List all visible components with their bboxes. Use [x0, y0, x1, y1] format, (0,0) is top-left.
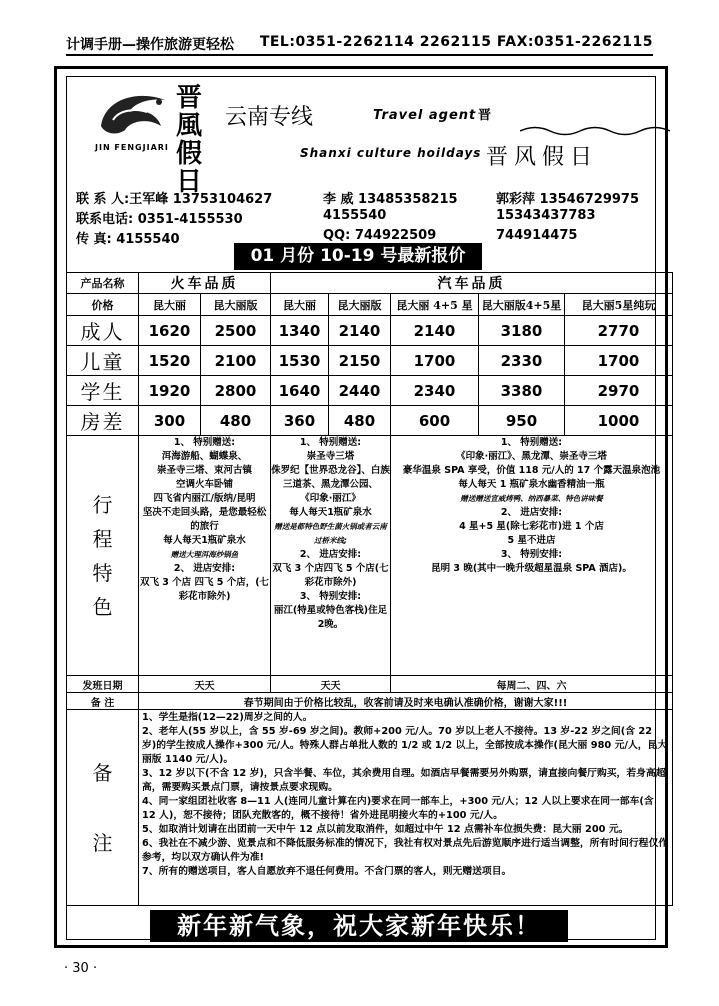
remark-item: 3、12 岁以下(不含 12 岁)，只含半餐、车位，其余费用自理。如酒店早餐需要另外购票，请直接向餐厅购买，若身高超高，需要购买景点门票，请按景点要求现购。 [142, 768, 666, 793]
itinerary-line: 3、 特别安排: [500, 549, 563, 560]
price-cell: 1920 [139, 376, 201, 406]
header-title: 计调手册—操作旅游更轻松 [66, 37, 234, 53]
price-cell: 1700 [565, 346, 673, 376]
price-cell: 1700 [391, 346, 479, 376]
itinerary-line: 坚决不走回头路，是您最轻松的旅行 [142, 507, 267, 532]
contact-phone: 4155540 [323, 208, 387, 223]
product-label: 产品名称 [67, 273, 139, 294]
column-header: 昆大丽 4+5 星 [391, 294, 479, 316]
itinerary-line: 1、 特别赠送: [500, 437, 563, 448]
itinerary-car-b [391, 436, 673, 676]
page-number: · 30 · [64, 961, 98, 976]
price-cell: 1640 [271, 376, 329, 406]
price-cell: 950 [479, 406, 565, 436]
remarks-label [67, 710, 139, 906]
remark-item: 2、老年人(55 岁以上，含 55 岁-69 岁之间)。教师+200 元/人。70 岁以上老人不接待。13 岁-22 岁之间(含 22 岁)的学生按成人操作+300 元/人。特殊人群占单批人数的 1/2 或 1/2 以上，全部按成本操作(昆大丽 980 元/人，昆大丽版 1140 元/人)。 [142, 726, 668, 765]
itinerary-line: 洱海游船、蝴蝶泉、 [161, 451, 248, 462]
column-header: 昆大丽版4+5星 [479, 294, 565, 316]
itinerary-char: 行 [92, 492, 113, 517]
price-cell: 1620 [139, 316, 201, 346]
seal-icon: 晋 [478, 108, 492, 123]
group-car: 汽车品质 [271, 273, 673, 294]
contact-person: 郭彩萍 13546729975 [496, 192, 640, 207]
itinerary-line: 1、 特别赠送: [173, 437, 236, 448]
itinerary-line: 赠送赠送宣威烤鸭、纳西暴菜、特色讲味餐 [460, 494, 603, 503]
new-year-slogan: 新年新气象，祝大家新年快乐！ [150, 910, 568, 942]
column-header: 昆大丽 [139, 294, 201, 316]
itinerary-line: 空调火车卧铺 [175, 479, 233, 490]
itinerary-line: 崇圣寺三塔 [306, 451, 355, 462]
swirl-decoration-icon [520, 124, 670, 138]
table-row [67, 376, 673, 406]
contact-person: 联 系 人:王军峰 13753104627 [76, 192, 273, 207]
itinerary-line: 双飞 3 个店 四飞 5 个店，(七彩花市除外) [139, 577, 270, 602]
itinerary-line: 每人每天1瓶矿泉水 [163, 535, 246, 546]
english-subtitle: Shanxi culture hoildays [300, 146, 482, 160]
contact-person: 李 威 13485358215 [323, 192, 458, 207]
itinerary-row [67, 436, 673, 676]
departure-cell: 每周二、四、六 [391, 676, 673, 693]
itinerary-line: 赠送大理洱海炒锅鱼 [170, 550, 239, 559]
price-cell: 1530 [271, 346, 329, 376]
itinerary-line: 每人每天1瓶矿泉水 [289, 507, 372, 518]
brand-char: 晋 [176, 83, 203, 113]
itinerary-line: 《印象·丽江》、黑龙潭、崇圣寺三塔 [456, 451, 607, 462]
itinerary-line: 四飞省内丽江/版纳/昆明 [153, 493, 256, 504]
page-header [66, 34, 653, 56]
contact-phone: 联系电话: 0351-4155530 [76, 212, 243, 227]
itinerary-line: 2、 进店安排: [299, 549, 362, 560]
remarks-char: 注 [92, 830, 113, 855]
itinerary-line: 昆明 3 晚(其中一晚升级超星温泉 SPA 酒店)。 [431, 563, 632, 574]
price-cell: 480 [201, 406, 271, 436]
itinerary-line: 《印象·丽江》 [300, 493, 361, 504]
price-label: 价格 [67, 294, 139, 316]
table-row [67, 346, 673, 376]
departure-cell: 天天 [139, 676, 271, 693]
column-header: 昆大丽版 [329, 294, 391, 316]
header-contact: TEL:0351-2262114 2262115 FAX:0351-2262115 [259, 34, 653, 50]
departure-row [67, 676, 673, 693]
price-cell: 2500 [201, 316, 271, 346]
price-cell: 300 [139, 406, 201, 436]
price-cell: 2800 [201, 376, 271, 406]
itinerary-line: 豪华温泉 SPA 享受，价值 118 元/人的 17 个露天温泉泡池 [402, 465, 661, 476]
remark-item: 6、我社在不减少游、览景点和不降低服务标准的情况下，我社有权对景点先后游览顺序进行适当调整，所有时间行程仅作参考，均以双方确认件为准! [142, 838, 669, 863]
itinerary-label [67, 436, 139, 676]
price-cell: 360 [271, 406, 329, 436]
row-label: 成人 [67, 316, 139, 346]
price-cell: 2140 [329, 316, 391, 346]
itinerary-line: 崇圣寺三塔、束河古镇 [156, 465, 252, 476]
contact-qq: QQ: 744922509 [323, 228, 437, 243]
price-banner: 01 月份 10-19 号最新报价 [234, 243, 482, 270]
itinerary-line: 2、 进店安排: [500, 507, 563, 518]
remark-item: 1、学生是指(12—22)周岁之间的人。 [142, 712, 313, 723]
table-row [67, 316, 673, 346]
english-tagline: Travel agent [373, 108, 477, 123]
remark-item: 5、如取消计划请在出团前一天中午 12 点以前发取消件，如超过中午 12 点需补车位损失费：昆大丽 200 元。 [142, 824, 629, 835]
brand-horizontal-name: 晋风假日 [486, 145, 599, 170]
note-row [67, 693, 673, 710]
price-cell: 3180 [479, 316, 565, 346]
remarks-list [139, 710, 673, 906]
price-cell: 2330 [479, 346, 565, 376]
itinerary-line: 丽江(特星或特色客栈)住足 2晚。 [273, 605, 388, 630]
price-cell: 2970 [565, 376, 673, 406]
group-train: 火车品质 [139, 273, 271, 294]
remarks-char: 备 [92, 760, 113, 785]
price-cell: 480 [329, 406, 391, 436]
remark-item: 7、所有的赠送项目，客人自愿放弃不退任何费用。不含门票的客人，则无赠送项目。 [142, 866, 512, 877]
price-cell: 2340 [391, 376, 479, 406]
itinerary-line: 1、 特别赠送: [299, 437, 362, 448]
itinerary-line: 5 星不进店 [507, 535, 556, 546]
row-label: 房差 [67, 406, 139, 436]
row-label: 儿童 [67, 346, 139, 376]
price-cell: 2140 [391, 316, 479, 346]
route-title: 云南专线 [225, 105, 314, 130]
contact-fax: 传 真: 4155540 [76, 232, 180, 247]
departure-label: 发班日期 [67, 676, 139, 693]
brand-char: 假 [176, 139, 203, 169]
itinerary-line: 双飞 3 个店四飞 5 个店(七彩花市除外) [272, 563, 389, 588]
price-cell: 600 [391, 406, 479, 436]
itinerary-line: 4 星+5 星(除七彩花市)进 1 个店 [459, 521, 604, 532]
price-cell: 1340 [271, 316, 329, 346]
price-cell: 2150 [329, 346, 391, 376]
contact-phone: 15343437783 [496, 208, 596, 223]
contact-qq: 744914475 [496, 228, 578, 243]
note-text: 春节期间由于价格比较乱，收客前请及时来电确认准确价格，谢谢大家!!! [139, 693, 673, 710]
dragon-logo-icon [95, 86, 177, 142]
itinerary-line: 每人每天 1 瓶矿泉水幽香精油一瓶 [458, 479, 605, 490]
price-cell: 2100 [201, 346, 271, 376]
column-header: 昆大丽 [271, 294, 329, 316]
column-header: 昆大丽5星纯玩 [565, 294, 673, 316]
itinerary-train [139, 436, 271, 676]
brand-char: 日 [176, 167, 203, 197]
price-cell: 3380 [479, 376, 565, 406]
remark-item: 4、同一家组团社收客 8—11 人(连同儿童计算在内)要求在同一部车上，+300 元/人；12 人以上要求在同一部车(含 12 人)，恕不接待；团队充散客的，概不接待！省外进昆明接火车的+100 元/人。 [142, 796, 654, 821]
itinerary-car-a [271, 436, 391, 676]
price-cell: 1000 [565, 406, 673, 436]
price-table [66, 272, 673, 906]
itinerary-line: 2、 进店安排: [173, 563, 236, 574]
brand-vertical-name [176, 84, 210, 196]
table-row [67, 406, 673, 436]
remarks-row [67, 710, 673, 906]
note-label: 备 注 [67, 693, 139, 710]
price-cell: 1520 [139, 346, 201, 376]
itinerary-char: 色 [92, 594, 113, 619]
itinerary-char: 特 [92, 560, 113, 585]
brand-char: 風 [176, 111, 203, 141]
row-label: 学生 [67, 376, 139, 406]
itinerary-line: 侏罗纪【世界恐龙谷】、白族三道茶、黑龙潭公园、 [271, 465, 390, 490]
departure-cell: 天天 [271, 676, 391, 693]
itinerary-line: 3、 特别安排: [299, 591, 362, 602]
price-cell: 2770 [565, 316, 673, 346]
column-header: 昆大丽版 [201, 294, 271, 316]
itinerary-char: 程 [92, 526, 113, 551]
logo-caption: JIN FENGJIARI [95, 143, 169, 152]
itinerary-line: 赠送是都特色野生菌火锅或者云南过桥米线; [274, 522, 387, 545]
price-cell: 2440 [329, 376, 391, 406]
